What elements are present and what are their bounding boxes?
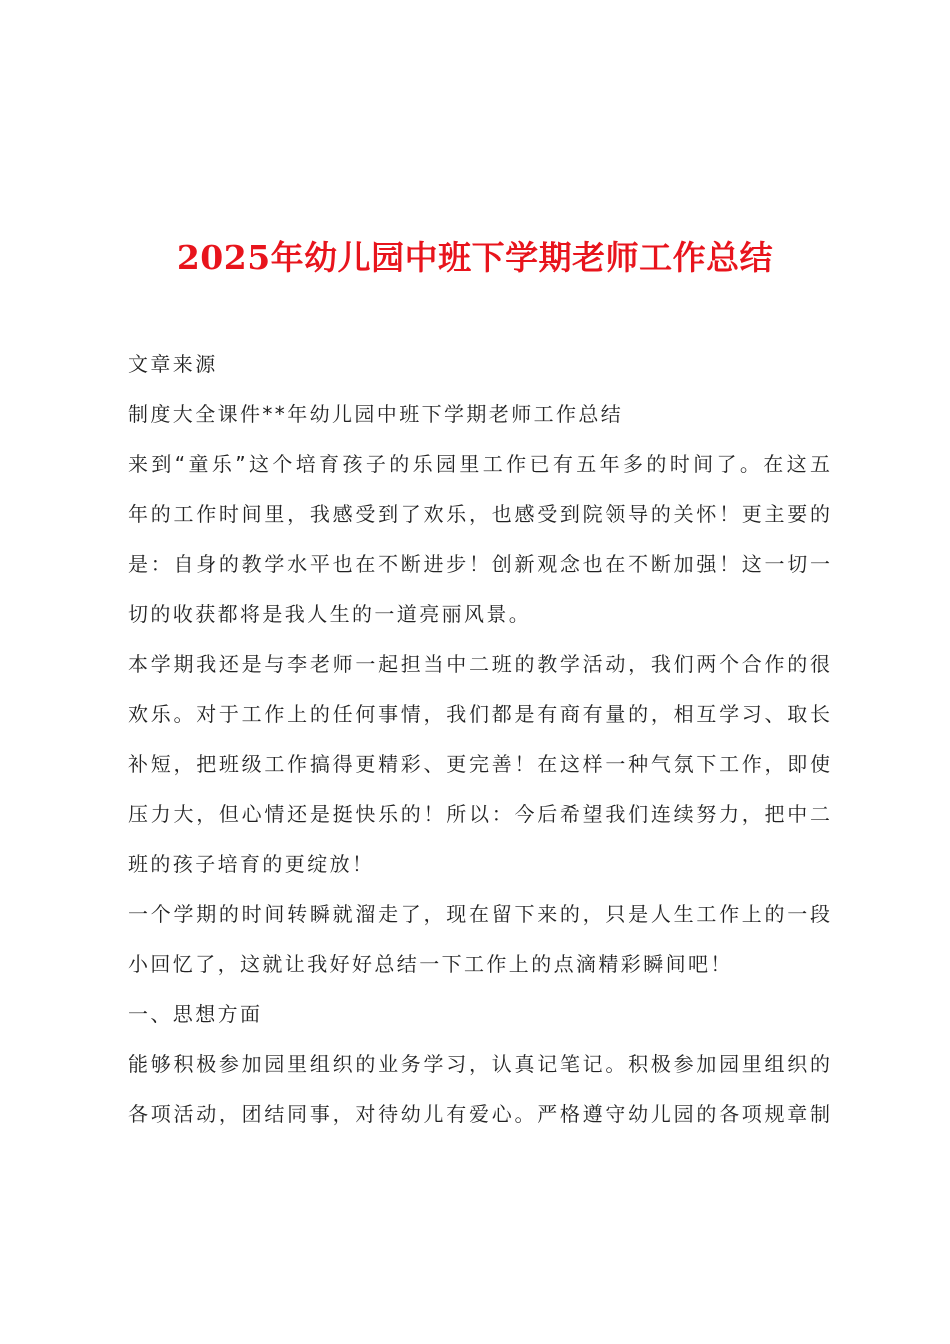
paragraph bbox=[128, 1050, 830, 1150]
text-line: 小回忆了，这就让我好好总结一下工作上的点滴精彩瞬间吧！ bbox=[128, 952, 733, 976]
text-line: 一、思想方面 bbox=[128, 1002, 263, 1026]
text-line: 本学期我还是与李老师一起担当中二班的教学活动，我们两个合作的很 bbox=[128, 652, 830, 676]
text-line: 文章来源 bbox=[128, 352, 218, 376]
text-line: 制度大全课件**年幼儿园中班下学期老师工作总结 bbox=[128, 402, 624, 426]
text-line: 能够积极参加园里组织的业务学习，认真记笔记。积极参加园里组织的 bbox=[128, 1052, 830, 1076]
text-line: 切的收获都将是我人生的一道亮丽风景。 bbox=[128, 602, 532, 626]
text-line: 欢乐。对于工作上的任何事情，我们都是有商有量的，相互学习、取长 bbox=[128, 702, 830, 726]
text-line: 班的孩子培育的更绽放！ bbox=[128, 852, 375, 876]
paragraph bbox=[128, 350, 830, 400]
paragraph bbox=[128, 400, 830, 450]
paragraph bbox=[128, 650, 830, 900]
paragraph bbox=[128, 900, 830, 1000]
text-line: 压力大，但心情还是挺快乐的！所以：今后希望我们连续努力，把中二 bbox=[128, 802, 830, 826]
paragraph bbox=[128, 450, 830, 650]
document-title: 2025年幼儿园中班下学期老师工作总结 bbox=[176, 238, 774, 278]
text-line: 各项活动，团结同事，对待幼儿有爱心。严格遵守幼儿园的各项规章制 bbox=[128, 1102, 830, 1126]
paragraph bbox=[128, 1000, 830, 1050]
text-line: 年的工作时间里，我感受到了欢乐，也感受到院领导的关怀！更主要的 bbox=[128, 502, 830, 526]
text-line: 来到“童乐”这个培育孩子的乐园里工作已有五年多的时间了。在这五 bbox=[128, 452, 830, 476]
text-line: 一个学期的时间转瞬就溜走了，现在留下来的，只是人生工作上的一段 bbox=[128, 902, 830, 926]
text-line: 是：自身的教学水平也在不断进步！创新观念也在不断加强！这一切一 bbox=[128, 552, 830, 576]
text-line: 补短，把班级工作搞得更精彩、更完善！在这样一种气氛下工作，即使 bbox=[128, 752, 830, 776]
document-body bbox=[128, 350, 830, 1150]
